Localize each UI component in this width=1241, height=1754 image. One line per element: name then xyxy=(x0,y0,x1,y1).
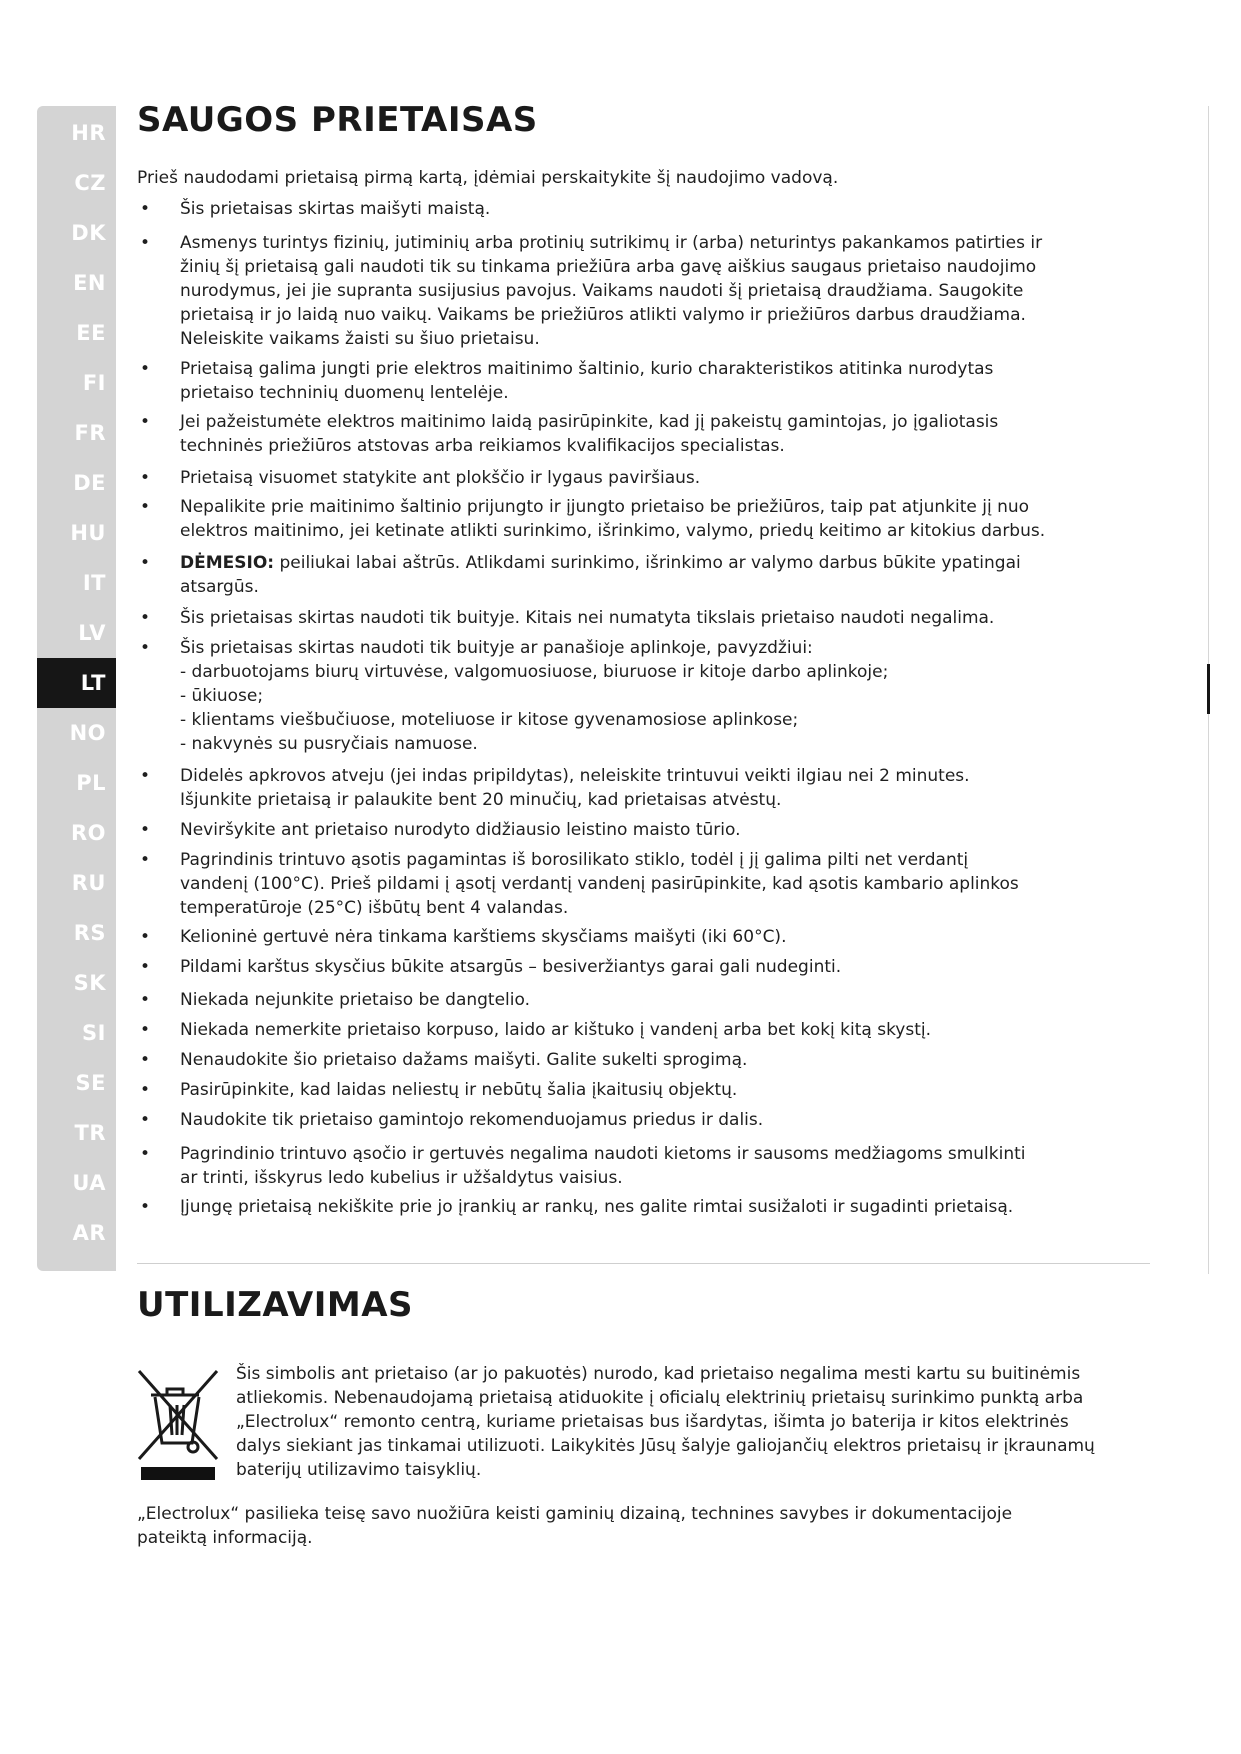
bullet: • xyxy=(140,497,151,517)
list-item: • Pildami karštus skysčius būkite atsargūs – besiveržiantys garai gali nudeginti. xyxy=(140,957,842,977)
bullet: • xyxy=(140,359,151,379)
lang-tab-en[interactable]: EN xyxy=(73,271,106,295)
lang-tab-it[interactable]: IT xyxy=(82,571,106,595)
lang-tab-no[interactable]: NO xyxy=(69,721,106,745)
lang-tab-de[interactable]: DE xyxy=(73,471,106,495)
bullet: • xyxy=(140,1050,151,1070)
list-item: • Kelioninė gertuvė nėra tinkama karštiems skysčiams maišyti (iki 60°C). xyxy=(140,927,787,947)
list-item: • Prietaisą galima jungti prie elektros maitinimo šaltinio, kurio charakteristikos atitinka nurodytas prietaiso techninių duomenų lentelėje. xyxy=(140,359,994,403)
bullet: • xyxy=(140,233,151,253)
warning-label: DĖMESIO: xyxy=(180,553,275,573)
list-item: • Jei pažeistumėte elektros maitinimo laidą pasirūpinkite, kad jį pakeistų gamintojas, jo įgaliotasis techninės priežiūros atstovas arba reikiamos kvalifikacijos specialistas. xyxy=(140,412,999,456)
lang-tab-se[interactable]: SE xyxy=(75,1071,106,1095)
lang-tab-ro[interactable]: RO xyxy=(70,821,106,845)
bullet: • xyxy=(140,1080,151,1100)
bullet: • xyxy=(140,766,151,786)
bullet: • xyxy=(140,553,151,573)
bullet: • xyxy=(140,1144,151,1164)
bullet: • xyxy=(140,412,151,432)
section-title-disposal: UTILIZAVIMAS xyxy=(137,1285,414,1325)
lang-tab-tr[interactable]: TR xyxy=(74,1121,106,1145)
list-item: • Nepalikite prie maitinimo šaltinio prijungto ir įjungto prietaiso be priežiūros, taip pat atjunkite jį nuo elektros maitinimo, jei ketinate atlikti surinkimo, išrinkimo, valymo, priedų keitimo ar kitokius darbus. xyxy=(140,497,1046,541)
bullet: • xyxy=(140,990,151,1010)
list-item: • Šis prietaisas skirtas naudoti tik buityje. Kitais nei numatyta tikslais prietaiso naudoti negalima. xyxy=(140,608,995,628)
lang-tab-fr[interactable]: FR xyxy=(74,421,106,445)
list-item: • Įjungę prietaisą nekiškite prie jo įrankių ar rankų, nes galite rimtai susižaloti ir sugadinti prietaisą. xyxy=(140,1197,1014,1217)
disposal-symbol-text: Šis simbolis ant prietaiso (ar jo pakuotės) nurodo, kad prietaiso negalima mesti kartu su buitinėmis atliekomis. Nebenaudojamą prietaisą atiduokite į oficialų elektrinių prietaisų surinkimo punktą arba „Electrolux“ remonto centrą, kuriame prietaisas bus išardytas, išimta jo baterija ir kitos elektrinės dalys siekiant jas tinkamai utilizuoti. Laikykitės Jūsų šalyje galiojančių elektros prietaisų ir įkraunamų baterijų utilizavimo taisyklių. xyxy=(236,1364,1095,1480)
list-item: • Šis prietaisas skirtas maišyti maistą. xyxy=(140,199,491,219)
lang-tab-dk[interactable]: DK xyxy=(71,221,106,245)
right-section-marker xyxy=(1207,664,1210,714)
list-item: • Naudokite tik prietaiso gamintojo rekomenduojamus priedus ir dalis. xyxy=(140,1110,764,1130)
safety-intro: Prieš naudodami prietaisą pirmą kartą, įdėmiai perskaitykite šį naudojimo vadovą. xyxy=(137,168,839,188)
weee-crossed-bin-icon xyxy=(137,1367,219,1482)
lang-tab-hr[interactable]: HR xyxy=(71,121,106,145)
list-item: • Niekada nejunkite prietaiso be dangtelio. xyxy=(140,990,531,1010)
lang-tab-rs[interactable]: RS xyxy=(73,921,106,945)
list-item: • Pasirūpinkite, kad laidas neliestų ir nebūtų šalia įkaitusių objektų. xyxy=(140,1080,738,1100)
lang-tab-ee[interactable]: EE xyxy=(76,321,106,345)
list-item: • Pagrindinis trintuvo ąsotis pagamintas iš borosilikato stiklo, todėl į jį galima pilti net verdantį vandenį (100°C). Prieš pildami į ąsotį verdantį vandenį pasirūpinkite, kad ąsotis kambario aplinkos temperatūroje (25°C) išbūtų bent 4 valandas. xyxy=(140,850,1019,918)
list-item: • Niekada nemerkite prietaiso korpuso, laido ar kištuko į vandenį arba bet kokį kitą skystį. xyxy=(140,1020,932,1040)
disposal-footer: „Electrolux“ pasilieka teisę savo nuožiūra keisti gaminių dizainą, technines savybes ir dokumentacijoje pateiktą informaciją. xyxy=(137,1504,1013,1548)
bullet: • xyxy=(140,850,151,870)
bullet: • xyxy=(140,927,151,947)
lang-tab-pl[interactable]: PL xyxy=(76,771,106,795)
bullet: • xyxy=(140,820,151,840)
list-item: • Pagrindinio trintuvo ąsočio ir gertuvės negalima naudoti kietoms ir sausoms medžiagoms smulkinti ar trinti, išskyrus ledo kubelius ir užšaldytus vaisius. xyxy=(140,1144,1026,1188)
section-title-safety: SAUGOS PRIETAISAS xyxy=(137,100,538,140)
bullet: • xyxy=(140,1110,151,1130)
bullet: • xyxy=(140,957,151,977)
lang-tab-lv[interactable]: LV xyxy=(78,621,106,645)
list-item: • Šis prietaisas skirtas naudoti tik buityje ar panašioje aplinkoje, pavyzdžiui: - darbuotojams biurų virtuvėse, valgomuosiuose, biuruose ir kitoje darbo aplinkoje; - ūkiuose; - klientams viešbučiuose, moteliuose ir kitose gyvenamosiose aplinkose; - nakvynės su pusryčiais namuose. xyxy=(140,638,889,754)
section-divider xyxy=(137,1263,1150,1264)
lang-tab-ar[interactable]: AR xyxy=(72,1221,106,1245)
lang-tab-sk[interactable]: SK xyxy=(73,971,106,995)
bullet: • xyxy=(140,199,151,219)
lang-tab-ru[interactable]: RU xyxy=(71,871,106,895)
list-item-warning: • DĖMESIO: peiliukai labai aštrūs. Atlikdami surinkimo, išrinkimo ar valymo darbus būkite ypatingai atsargūs. xyxy=(140,553,1021,597)
bullet: • xyxy=(140,1020,151,1040)
lang-tab-lt[interactable]: LT xyxy=(37,658,116,708)
lang-tab-si[interactable]: SI xyxy=(82,1021,106,1045)
lang-tab-ua[interactable]: UA xyxy=(72,1171,106,1195)
list-item: • Didelės apkrovos atveju (jei indas pripildytas), neleiskite trintuvui veikti ilgiau nei 2 minutes. Išjunkite prietaisą ir palaukite bent 20 minučių, kad prietaisas atvėstų. xyxy=(140,766,970,810)
lang-tab-fi[interactable]: FI xyxy=(82,371,106,395)
lang-tab-hu[interactable]: HU xyxy=(70,521,106,545)
bullet: • xyxy=(140,1197,151,1217)
list-item: • Asmenys turintys fizinių, jutiminių arba protinių sutrikimų ir (arba) neturintys pakankamos patirties ir žinių šį prietaisą gali naudoti tik su tinkama priežiūra arba gavę aiškius saugaus prietaiso naudojimo nurodymus, jei jie supranta susijusius pavojus. Vaikams naudoti šį prietaisą draudžiama. Saugokite prietaisą ir jo laidą nuo vaikų. Vaikams be priežiūros atlikti valymo ir priežiūros darbus draudžiama. Neleiskite vaikams žaisti su šiuo prietaisu. xyxy=(140,233,1043,349)
bullet: • xyxy=(140,468,151,488)
bullet: • xyxy=(140,638,151,658)
bullet: • xyxy=(140,608,151,628)
list-item: • Neviršykite ant prietaiso nurodyto didžiausio leistino maisto tūrio. xyxy=(140,820,741,840)
language-tabs xyxy=(37,106,116,1271)
lang-tab-cz[interactable]: CZ xyxy=(74,171,106,195)
list-item: • Prietaisą visuomet statykite ant plokščio ir lygaus paviršiaus. xyxy=(140,468,701,488)
list-item: • Nenaudokite šio prietaiso dažams maišyti. Galite sukelti sprogimą. xyxy=(140,1050,748,1070)
